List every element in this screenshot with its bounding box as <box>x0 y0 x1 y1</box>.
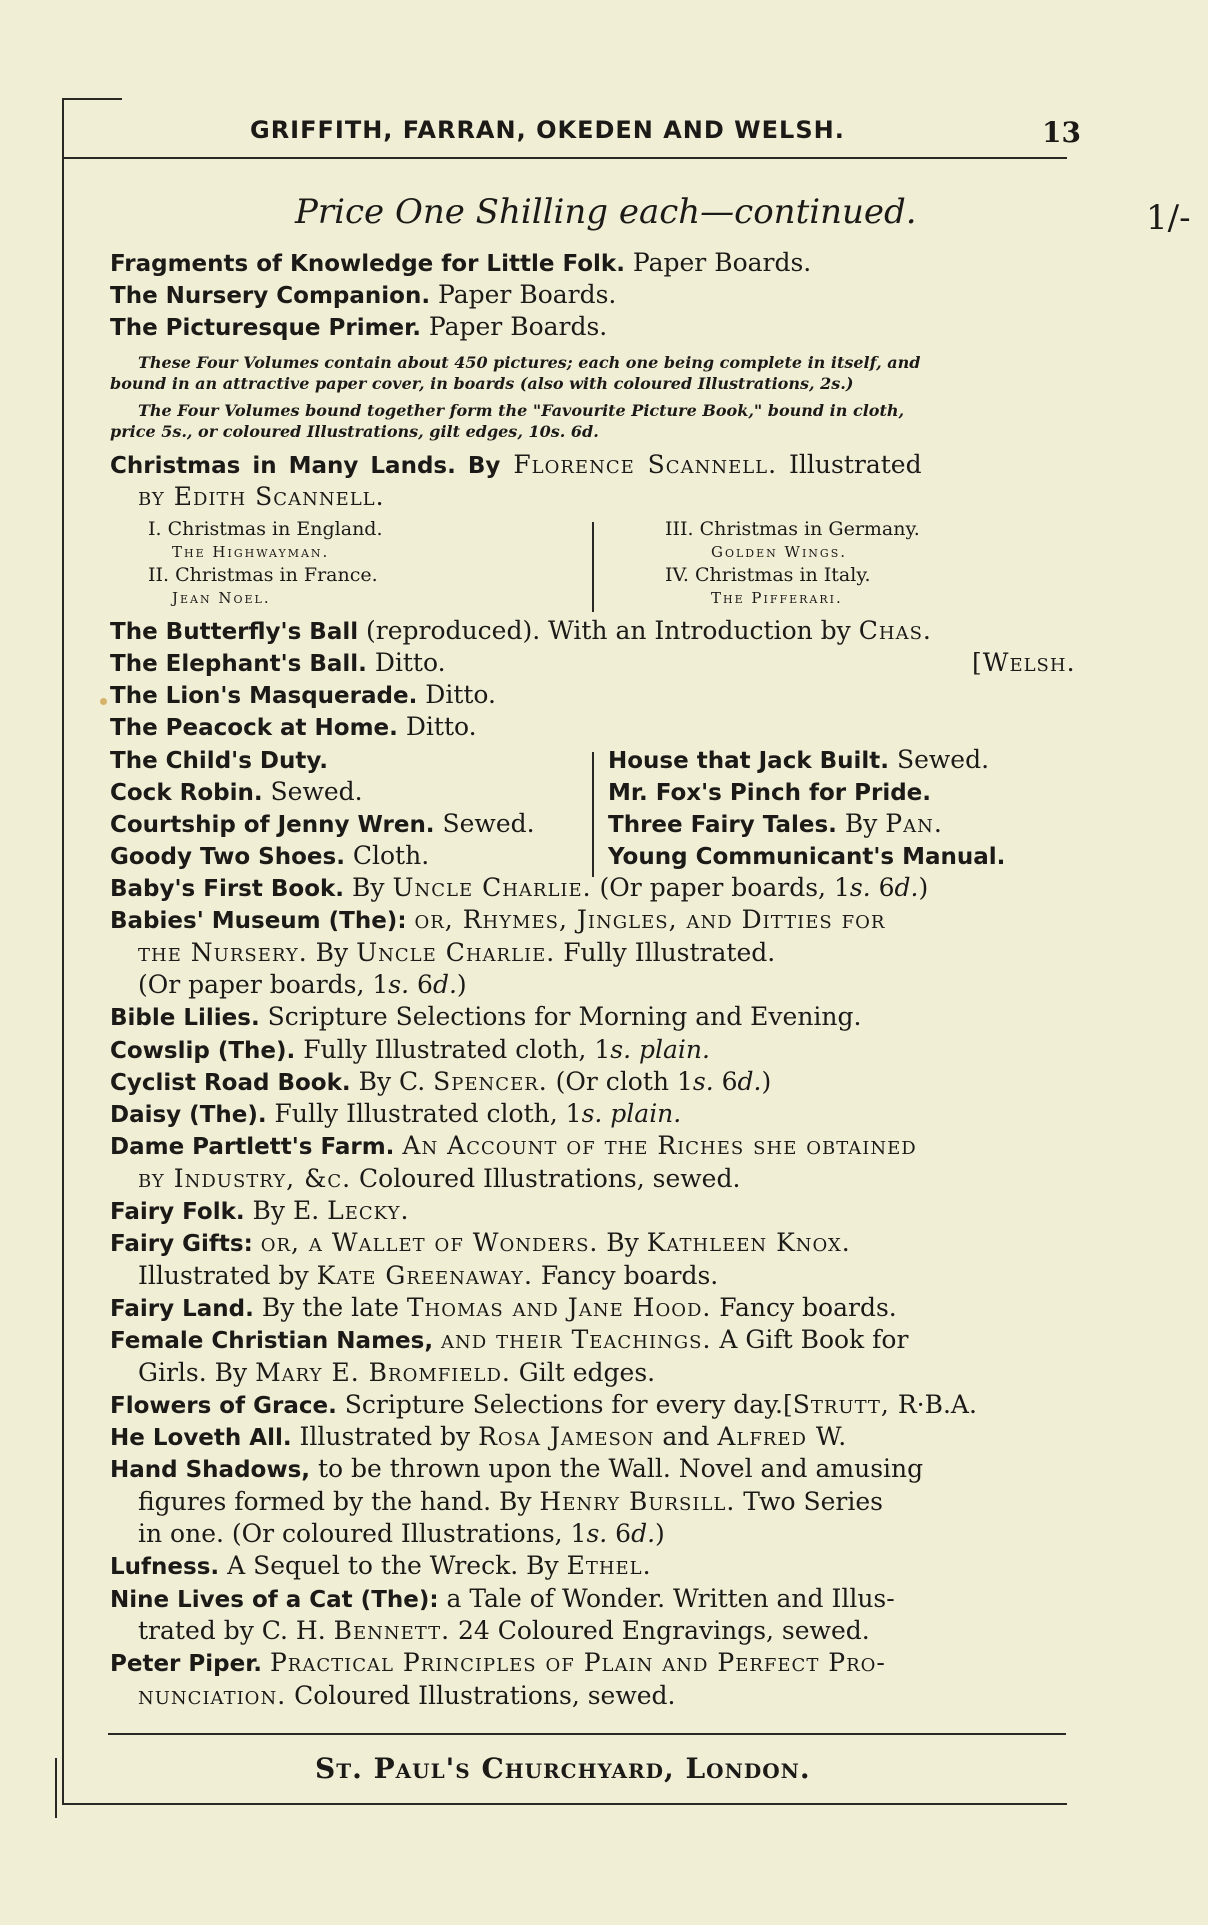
catalogue-entry <box>110 1325 908 1356</box>
chapter-subtitle: The Pifferari. <box>711 589 843 607</box>
entry-title: Courtship of Jenny Wren. <box>110 812 435 838</box>
catalogue-entry <box>110 841 429 872</box>
entry-text: nunciation. <box>138 1680 287 1710</box>
entry-text: 6 <box>409 969 433 999</box>
catalogue-entry <box>110 1390 977 1421</box>
catalogue-entry <box>110 248 811 279</box>
catalogue-entry <box>110 1131 917 1162</box>
entry-text: Girls. By <box>138 1357 256 1387</box>
catalogue-entry-continued <box>138 1487 883 1517</box>
author-name: Florence Scannell. <box>500 450 778 479</box>
entry-text: An Account of the Riches she obtained <box>402 1131 917 1161</box>
price-margin-mark: 1/- <box>1146 198 1191 238</box>
footer-rule-top <box>108 1733 1066 1735</box>
volume-note: price 5s., or coloured Illustrations, gilt edges, 10s. 6d. <box>110 422 599 441</box>
entry-text: Coloured Illustrations, sewed. <box>351 1163 741 1193</box>
catalogue-entry <box>110 905 885 936</box>
entry-text: Ethel. <box>566 1551 652 1581</box>
catalogue-entry <box>110 1551 652 1582</box>
catalogue-entry-continued <box>138 1519 665 1549</box>
publisher-address: St. Paul's Churchyard, London. <box>315 1752 811 1785</box>
entry-title: Fairy Folk. <box>110 1199 245 1225</box>
catalogue-entry <box>110 616 932 647</box>
entry-text: Scripture Selections for every day.[ <box>336 1389 793 1419</box>
entry-text <box>262 1648 270 1677</box>
entry-text: and their Teachings. <box>441 1325 712 1355</box>
catalogue-entry <box>608 809 943 840</box>
entry-title: Three Fairy Tales. <box>608 812 837 838</box>
catalogue-entry <box>110 280 616 311</box>
catalogue-entry <box>110 1067 771 1098</box>
entry-title: The Picturesque Primer. <box>110 315 421 341</box>
catalogue-entry <box>110 1293 897 1324</box>
entry-text: or, a Wallet of Wonders. <box>260 1228 599 1258</box>
entry-title: Christmas in Many Lands. By <box>110 453 501 479</box>
volume-note: These Four Volumes contain about 450 pictures; each one being complete in itself, and <box>138 353 921 372</box>
entry-title: Babies' Museum (The): <box>110 908 407 935</box>
header-rule <box>62 157 1067 159</box>
running-header: GRIFFITH, FARRAN, OKEDEN AND WELSH. <box>250 116 845 144</box>
entry-text: Two Series <box>735 1486 883 1516</box>
entry-title: Lufness. <box>110 1554 220 1581</box>
entry-text: (reproduced). With an Introduction by <box>358 616 859 645</box>
entry-title: Flowers of Grace. <box>110 1392 337 1419</box>
entry-text: Gilt edges. <box>510 1357 656 1387</box>
entry-text: by Industry, &c. <box>138 1163 352 1193</box>
chapter-subtitle: Golden Wings. <box>711 543 848 561</box>
entry-title: Nine Lives of a Cat (The): <box>110 1586 439 1613</box>
entry-text: d. <box>894 873 919 902</box>
column-divider <box>592 752 594 877</box>
entry-title: Fairy Land. <box>110 1295 254 1322</box>
entry-text: Sewed. <box>889 745 990 774</box>
entry-title: Cowslip (The). <box>110 1037 296 1064</box>
entry-text: Fancy boards. <box>711 1292 897 1322</box>
left-border-rule-lower <box>55 1758 57 1818</box>
entry-text: Practical Principles of Plain and Perfect Pro- <box>269 1648 886 1678</box>
entry-title: Fragments of Knowledge for Little Folk. <box>110 251 625 277</box>
volume-note: bound in an attractive paper cover, in boards (also with coloured Illustrations, 2s.) <box>110 374 854 393</box>
catalogue-entry-continued <box>138 1616 870 1646</box>
catalogue-entry <box>110 1035 710 1066</box>
entry-text: (Or cloth 1 <box>547 1066 693 1096</box>
entry-text: Illustrated by <box>291 1422 479 1452</box>
entry-text: by Edith Scannell. <box>138 482 385 511</box>
catalogue-entry-continued <box>138 1358 655 1388</box>
entry-text: ) <box>456 969 467 999</box>
entry-text: Ditto. <box>366 648 446 677</box>
entry-title: Cyclist Road Book. <box>110 1069 351 1096</box>
entry-title: Dame Partlett's Farm. <box>110 1134 395 1161</box>
entry-text: to be thrown upon the Wall. Novel and amusing <box>310 1454 924 1484</box>
entry-title: Bible Lilies. <box>110 1005 260 1032</box>
entry-text: Scripture Selections for Morning and Evening. <box>259 1002 862 1032</box>
entry-title: Peter Piper. <box>110 1651 263 1678</box>
entry-text: By <box>344 873 393 902</box>
entry-text: a Tale of Wonder. Written and Illus- <box>438 1583 895 1613</box>
entry-title: House that Jack Built. <box>608 748 890 774</box>
catalogue-entry-continued <box>138 1164 740 1194</box>
entry-text: Kathleen Knox. <box>646 1228 851 1258</box>
entry-text: Coloured Illustrations, sewed. <box>286 1680 676 1710</box>
entry-text: the Nursery. <box>138 937 308 967</box>
entry-text: By <box>836 809 886 838</box>
entry-text: Fancy boards. <box>532 1260 719 1290</box>
entry-text <box>253 1228 261 1257</box>
entry-text: trated by C. H. <box>138 1615 334 1645</box>
catalogue-entry <box>110 1228 851 1259</box>
catalogue-entry <box>110 1454 923 1485</box>
entry-text: Henry Bursill. <box>539 1486 736 1516</box>
entry-text: s. plain. <box>610 1034 710 1064</box>
entry-text: Illustrated by <box>138 1260 317 1290</box>
entry-text: Sewed. <box>262 777 363 806</box>
footer-rule-bottom <box>62 1803 1067 1805</box>
entry-title: The Child's Duty. <box>110 748 328 774</box>
entry-text: A Sequel to the Wreck. By <box>219 1551 567 1581</box>
entry-title: Goody Two Shoes. <box>110 844 345 870</box>
entry-title: Young Communicant's Manual. <box>608 844 1006 870</box>
column-divider <box>592 522 594 612</box>
top-rule-left <box>62 98 122 100</box>
entry-text: Mary E. Bromfield. <box>255 1357 511 1387</box>
entry-text: d. <box>432 969 457 999</box>
entry-text: Cloth. <box>344 841 430 870</box>
entry-text: Ditto. <box>397 712 477 741</box>
entry-text: Illustrated <box>777 450 922 479</box>
entry-text: 6 <box>607 1519 632 1548</box>
author-name: Pan. <box>885 809 943 838</box>
entry-title: Mr. Fox's Pinch for Pride. <box>608 780 932 806</box>
entry-text: s. <box>692 1066 714 1096</box>
entry-text: ) <box>761 1066 772 1096</box>
catalogue-entry <box>110 745 328 776</box>
ink-dot <box>100 698 107 705</box>
entry-title: He Loveth All. <box>110 1425 292 1452</box>
section-title: Price One Shilling each—continued. <box>295 192 917 232</box>
entry-text: By the late <box>253 1292 407 1322</box>
entry-text: and <box>654 1422 718 1452</box>
page-number: 13 <box>1042 116 1081 149</box>
entry-title: The Nursery Companion. <box>110 283 431 309</box>
entry-title: Daisy (The). <box>110 1102 267 1129</box>
entry-text: in one. (Or coloured Illustrations, 1 <box>138 1519 587 1548</box>
catalogue-entry <box>608 777 931 808</box>
catalogue-entry-continued <box>138 938 775 968</box>
entry-text: 24 Coloured Engravings, sewed. <box>450 1615 870 1645</box>
entry-text: s. <box>388 969 410 999</box>
catalogue-entry <box>608 841 1005 872</box>
entry-text: s. <box>586 1519 608 1548</box>
catalogue-entry <box>110 1099 681 1130</box>
entry-text: (Or paper boards, 1 <box>138 969 389 999</box>
catalogue-entry-continued <box>138 482 385 512</box>
entry-text: Uncle Charlie. <box>356 937 556 967</box>
entry-title: Cock Robin. <box>110 780 263 806</box>
chapter-title: I. Christmas in England. <box>148 518 383 540</box>
entry-text: Strutt, <box>792 1389 890 1419</box>
catalogue-entry <box>110 648 446 679</box>
entry-text: 6 <box>713 1066 738 1096</box>
catalogue-entry <box>110 1584 895 1615</box>
chapter-title: II. Christmas in France. <box>148 564 378 586</box>
entry-text: Spencer. <box>433 1066 548 1096</box>
chapter-title: IV. Christmas in Italy. <box>665 564 871 586</box>
catalogue-entry <box>110 873 928 904</box>
catalogue-entry-continued <box>138 970 467 1000</box>
entry-text: ) <box>918 873 929 902</box>
entry-text: or, Rhymes, Jingles, and Ditties for <box>414 905 886 935</box>
catalogue-entry <box>110 450 922 481</box>
catalogue-entry <box>608 745 989 776</box>
entry-text: Sewed. <box>434 809 535 838</box>
entry-title: The Lion's Masquerade. <box>110 683 418 709</box>
catalogue-entry <box>110 1196 409 1227</box>
entry-title: Fairy Gifts: <box>110 1231 253 1258</box>
catalogue-entry <box>110 777 363 808</box>
entry-text: By <box>598 1228 647 1258</box>
entry-text: s. plain. <box>581 1099 682 1129</box>
author-name: [Welsh. <box>972 648 1076 677</box>
entry-text: Lecky. <box>327 1196 410 1225</box>
entry-text <box>433 1325 441 1354</box>
entry-title: The Peacock at Home. <box>110 715 398 741</box>
entry-text: Fully Illustrated cloth, 1 <box>266 1099 582 1129</box>
chapter-subtitle: Jean Noel. <box>172 589 271 607</box>
entry-title: Female Christian Names, <box>110 1328 434 1355</box>
entry-text: Bennett. <box>333 1615 451 1645</box>
entry-text: Rosa Jameson <box>478 1422 655 1452</box>
entry-title: Baby's First Book. <box>110 876 345 902</box>
entry-text: s. <box>849 873 871 902</box>
entry-text: Fully Illustrated cloth, 1 <box>295 1034 611 1064</box>
entry-text: (Or paper boards, 1 <box>591 873 850 902</box>
entry-text: Kate Greenaway. <box>316 1260 533 1290</box>
entry-text: Paper Boards. <box>420 312 608 341</box>
entry-text: Ditto. <box>417 680 496 709</box>
entry-text: Uncle Charlie. <box>392 873 592 902</box>
entry-title: The Elephant's Ball. <box>110 651 367 677</box>
entry-text: 6 <box>870 873 895 902</box>
catalogue-entry-continued <box>138 1261 718 1291</box>
entry-text: By E. <box>244 1196 328 1225</box>
entry-text: Alfred W. <box>717 1422 848 1452</box>
volume-note: The Four Volumes bound together form the "Favourite Picture Book," bound in cloth, <box>138 401 905 420</box>
catalogue-entry <box>110 712 477 743</box>
catalogue-entry <box>110 312 607 343</box>
entry-text: figures formed by the hand. By <box>138 1486 540 1516</box>
entry-text: d. <box>737 1066 762 1096</box>
entry-text: A Gift Book for <box>711 1325 909 1355</box>
entry-text: R·B.A. <box>889 1389 977 1419</box>
entry-text: By <box>307 937 357 967</box>
catalogue-entry <box>110 680 496 711</box>
catalogue-entry <box>110 809 535 840</box>
entry-text: Paper Boards. <box>430 280 617 309</box>
entry-text: Thomas and Jane Hood. <box>406 1292 712 1322</box>
entry-text: By C. <box>350 1066 434 1096</box>
chapter-subtitle: The Highwayman. <box>172 543 330 561</box>
entry-text: Paper Boards. <box>624 248 812 277</box>
entry-title: Hand Shadows, <box>110 1457 311 1484</box>
left-border-rule <box>62 98 64 1803</box>
catalogue-entry-continued <box>138 1681 676 1711</box>
author-name: Chas. <box>858 616 932 645</box>
entry-text: ) <box>655 1519 665 1548</box>
catalogue-entry <box>110 1002 861 1033</box>
entry-title: The Butterfly's Ball <box>110 619 359 645</box>
catalogue-entry <box>110 1648 886 1679</box>
entry-text: d. <box>631 1519 656 1548</box>
entry-text: Fully Illustrated. <box>555 937 776 967</box>
catalogue-entry <box>110 1422 847 1453</box>
chapter-title: III. Christmas in Germany. <box>665 518 920 540</box>
